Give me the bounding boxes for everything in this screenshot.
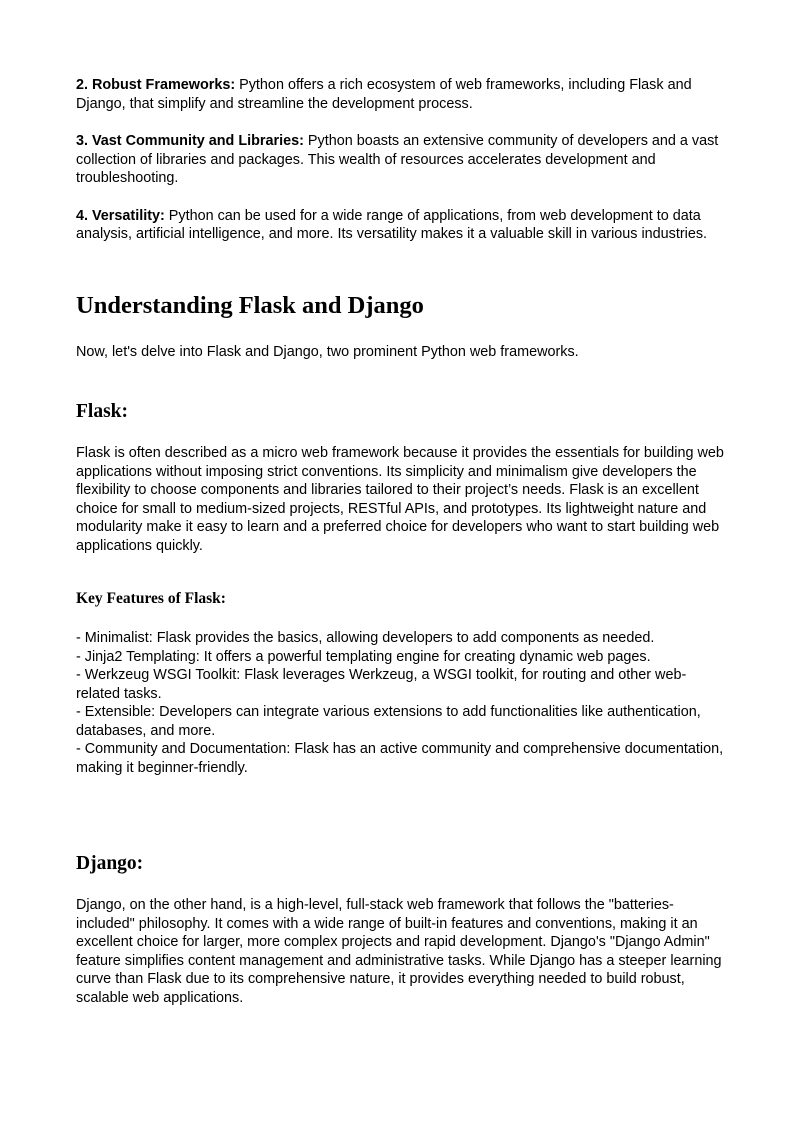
point-label: 2. Robust Frameworks: [76, 77, 236, 93]
django-body: Django, on the other hand, is a high-level, full-stack web framework that follows the "batteries-included" philosophy. It comes with a wide range of built-in features and conventions, making it an excellent choice for larger, more complex projects and rapid development. Django's "Django Admin" feature simplifies content management and administrative tasks. While Django has a steeper learning curve than Flask due to its comprehensive nature, it provides everything needed to build robust, scalable web applications. [76, 897, 722, 1006]
django-heading: Django: [76, 853, 144, 874]
flask-features-list [76, 629, 728, 777]
list-item: - Werkzeug WSGI Toolkit: Flask leverages Werkzeug, a WSGI toolkit, for routing and other web-related tasks. [76, 667, 687, 702]
point-text: Python can be used for a wide range of applications, from web development to data analysis, artificial intelligence, and more. Its versatility makes it a valuable skill in various industries. [76, 207, 708, 242]
point-robust-frameworks [76, 76, 728, 113]
list-item: - Extensible: Developers can integrate various extensions to add functionalities like authentication, databases, and more. [76, 704, 701, 739]
list-item: - Minimalist: Flask provides the basics, allowing developers to add components as needed. [76, 630, 655, 646]
list-item: - Jinja2 Templating: It offers a powerful templating engine for creating dynamic web pages. [76, 648, 651, 665]
document-page [76, 76, 728, 1007]
flask-features-heading: Key Features of Flask: [76, 590, 226, 607]
flask-body: Flask is often described as a micro web framework because it provides the essentials for building web applications without imposing strict conventions. Its simplicity and minimalism give developers the flexibility to choose components and libraries tailored to their project’s needs. Flask is an excellent choice for small to medium-sized projects, RESTful APIs, and prototypes. Its lightweight nature and modularity make it easy to learn and a preferred choice for developers who want to start building web applications quickly. [76, 445, 724, 554]
point-label: 3. Vast Community and Libraries: [76, 133, 304, 149]
point-community-libraries [76, 132, 728, 188]
point-text: Python offers a rich ecosystem of web frameworks, including Flask and Django, that simplify and streamline the development process. [76, 77, 692, 112]
point-text: Python boasts an extensive community of developers and a vast collection of libraries and packages. This wealth of resources accelerates development and troubleshooting. [76, 133, 719, 186]
section-title: Understanding Flask and Django [76, 291, 424, 319]
point-label: 4. Versatility: [76, 207, 165, 224]
point-versatility [76, 207, 728, 244]
flask-heading: Flask: [76, 401, 129, 422]
section-intro: Now, let's delve into Flask and Django, two prominent Python web frameworks. [76, 343, 579, 360]
list-item: - Community and Documentation: Flask has an active community and comprehensive documentation, making it beginner-friendly. [76, 741, 724, 776]
